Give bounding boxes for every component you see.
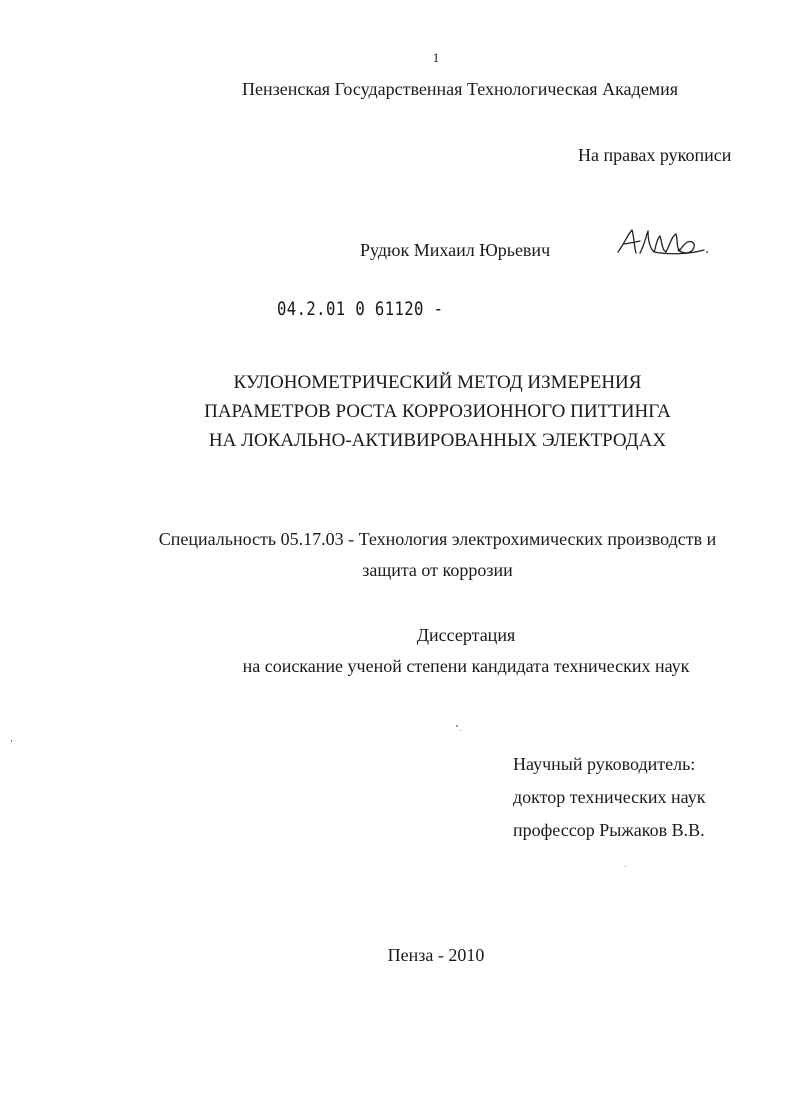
page-number: 1 — [432, 50, 440, 65]
city-year: Пенза - 2010 — [387, 945, 485, 965]
specialty-line-2: защита от коррозии — [362, 560, 513, 580]
title-line-3: НА ЛОКАЛЬНО-АКТИВИРОВАННЫХ ЭЛЕКТРОДАХ — [208, 430, 667, 451]
institution-name: Пензенская Государственная Технологическая Академия — [242, 79, 678, 99]
scan-speck — [625, 866, 626, 867]
dissertation-title — [0, 368, 798, 455]
scan-speck — [11, 740, 12, 742]
advisor-degree: доктор технических наук — [513, 787, 706, 807]
scan-speck — [456, 725, 458, 727]
advisor-label: Научный руководитель: — [513, 754, 696, 774]
rights-notice: На правах рукописи — [578, 145, 732, 165]
specialty-line-1: Специальность 05.17.03 - Технология электрохимических производств и — [158, 529, 717, 549]
registration-stamp: 04.2.01 0 61120 - — [277, 298, 444, 320]
scan-speck — [460, 730, 461, 731]
degree-line: на соискание ученой степени кандидата технических наук — [242, 656, 690, 676]
document-type: Диссертация — [416, 625, 516, 645]
title-line-1: КУЛОНОМЕТРИЧЕСКИЙ МЕТОД ИЗМЕРЕНИЯ — [233, 372, 642, 393]
advisor-name: профессор Рыжаков В.В. — [513, 820, 705, 840]
author-signature — [610, 222, 710, 262]
author-name: Рудюк Михаил Юрьевич — [360, 240, 551, 260]
title-line-2: ПАРАМЕТРОВ РОСТА КОРРОЗИОННОГО ПИТТИНГА — [204, 401, 671, 422]
